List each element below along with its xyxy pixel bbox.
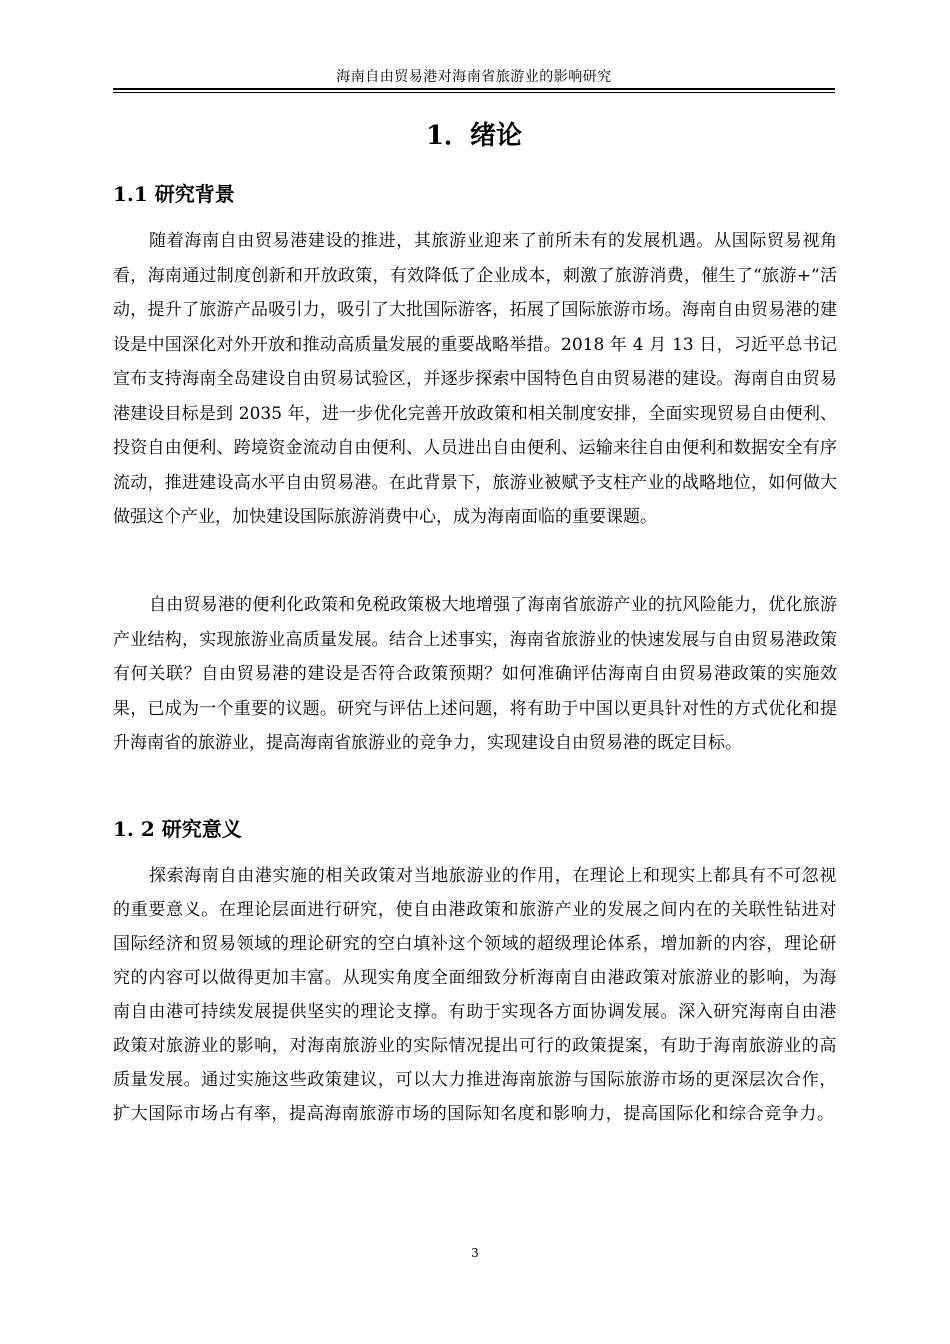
paragraph-background-1: 随着海南自由贸易港建设的推进，其旅游业迎来了前所未有的发展机遇。从国际贸易视角看，海南通过制度创新和开放政策，有效降低了企业成本，刺激了旅游消费，催生了“旅游+”活动，提升了旅游产品吸引力，吸引了大批国际游客，拓展了国际旅游市场。海南自由贸易港的建设是中国深化对外开放和推动高质量发展的重要战略举措。2018 年 4 月 13 日，习近平总书记宣布支持海南全岛建设自由贸易试验区，并逐步探索中国特色自由贸易港的建设。海南自由贸易港建设目标是到 2035 年，进一步优化完善开放政策和相关制度安排，全面实现贸易自由便利、投资自由便利、跨境资金流动自由便利、人员进出自由便利、运输来往自由便利和数据安全有序流动，推进建设高水平自由贸易港。在此背景下，旅游业被赋予支柱产业的战略地位，如何做大做强这个产业，加快建设国际旅游消费中心，成为海南面临的重要课题。 <box>113 231 837 527</box>
paragraph-background-2: 自由贸易港的便利化政策和免税政策极大地增强了海南省旅游产业的抗风险能力，优化旅游产业结构，实现旅游业高质量发展。结合上述事实，海南省旅游业的快速发展与自由贸易港政策有何关联？自由贸易港的建设是否符合政策预期？如何准确评估海南自由贸易港政策的实施效果，已成为一个重要的议题。研究与评估上述问题，将有助于中国以更具针对性的方式优化和提升海南省的旅游业，提高海南省旅游业的竞争力，实现建设自由贸易港的既定目标。 <box>113 595 837 753</box>
chapter-title: 1．绪论 <box>425 121 523 151</box>
running-header: 海南自由贸易港对海南省旅游业的影响研究 <box>336 69 612 85</box>
header-rule-thin <box>113 92 835 93</box>
page-number: 3 <box>471 1246 479 1260</box>
section-heading-background: 1.1 研究背景 <box>113 182 235 206</box>
header-rule-thick <box>113 88 835 90</box>
section-heading-significance: 1. 2 研究意义 <box>113 817 242 841</box>
paragraph-significance-1: 探索海南自由港实施的相关政策对当地旅游业的作用，在理论上和现实上都具有不可忽视的重要意义。在理论层面进行研究，使自由港政策和旅游产业的发展之间内在的关联性钻进对国际经济和贸易领域的理论研究的空白填补这个领域的超级理论体系，增加新的内容，理论研究的内容可以做得更加丰富。从现实角度全面细致分析海南自由港政策对旅游业的影响，为海南自由港可持续发展提供坚实的理论支撑。有助于实现各方面协调发展。深入研究海南自由港政策对旅游业的影响，对海南旅游业的实际情况提出可行的政策提案，有助于海南旅游业的高质量发展。通过实施这些政策建议，可以大力推进海南旅游与国际旅游市场的更深层次合作，扩大国际市场占有率，提高海南旅游市场的国际知名度和影响力，提高国际化和综合竞争力。 <box>113 866 837 1124</box>
